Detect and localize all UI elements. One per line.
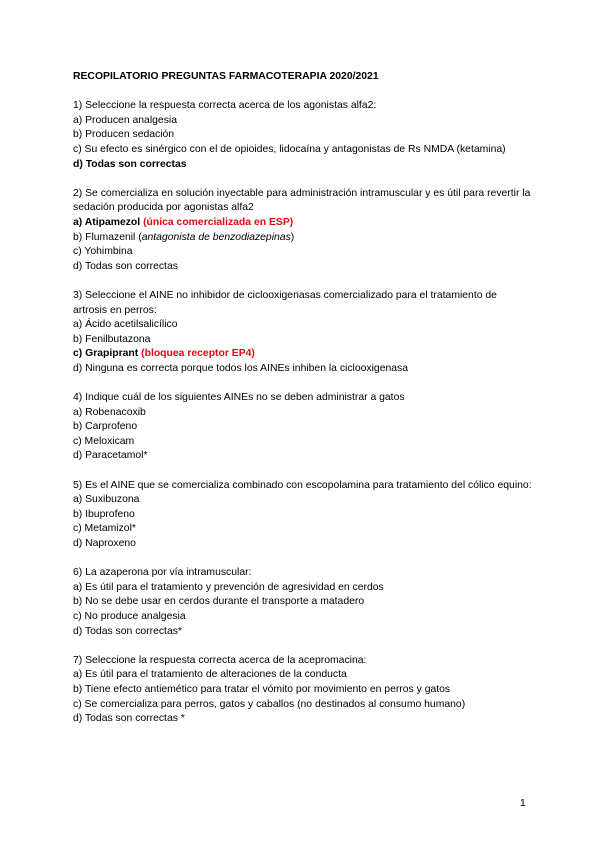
question-1-text: 1) Seleccione la respuesta correcta acerca de los agonistas alfa2: <box>73 100 377 112</box>
question-1 <box>73 99 533 172</box>
question-3-option-c-label: c) Grapiprant <box>73 348 139 360</box>
question-5-option-c: c) Metamizol* <box>73 523 136 535</box>
question-2-option-b-end: ) <box>290 231 295 243</box>
question-2 <box>73 187 533 275</box>
question-2-option-c: c) Yohimbina <box>73 246 133 258</box>
question-2-option-a-label: a) Atipamezol <box>73 216 141 228</box>
question-6-text: 6) La azaperona por vía intramuscular: <box>73 567 252 579</box>
question-4-option-d: d) Paracetamol* <box>73 450 148 462</box>
question-4-option-c: c) Meloxicam <box>73 435 135 447</box>
question-4-option-a: a) Robenacoxib <box>73 406 146 418</box>
question-3-option-b: b) Fenilbutazona <box>73 333 151 345</box>
question-6-option-d: d) Todas son correctas* <box>73 625 182 637</box>
question-3-option-c-note: (bloquea receptor EP4) <box>141 348 255 360</box>
question-7-option-b: b) Tiene efecto antiemético para tratar el vómito por movimiento en perros y gatos <box>73 683 451 695</box>
question-1-option-d-correct: d) Todas son correctas <box>73 158 187 170</box>
question-7-text: 7) Seleccione la respuesta correcta acerca de la acepromacina: <box>73 654 367 666</box>
question-3-text: 3) Seleccione el AINE no inhibidor de ciclooxigenasas comercializado para el tratamiento de artrosis en perros: <box>73 289 497 316</box>
question-6-option-b: b) No se debe usar en cerdos durante el transporte a matadero <box>73 596 365 608</box>
document-title: RECOPILATORIO PREGUNTAS FARMACOTERAPIA 2020/2021 <box>73 71 379 82</box>
question-6-option-a: a) Es útil para el tratamiento y prevención de agresividad en cerdos <box>73 581 384 593</box>
question-2-option-a-note: (única comercializada en ESP) <box>143 216 294 228</box>
question-4 <box>73 391 533 464</box>
question-1-option-c: c) Su efecto es sinérgico con el de opioides, lidocaína y antagonistas de Rs NMDA (ketamina) <box>73 143 506 155</box>
question-4-text: 4) Indique cuál de los siguientes AINEs no se deben administrar a gatos <box>73 392 405 404</box>
question-6-option-c: c) No produce analgesia <box>73 610 186 622</box>
question-7-option-a: a) Es útil para el tratamiento de alteraciones de la conducta <box>73 669 347 681</box>
question-7-option-c: c) Se comercializa para perros, gatos y caballos (no destinados al consumo humano) <box>73 698 466 710</box>
question-3-option-a: a) Ácido acetilsalicílico <box>73 319 178 331</box>
question-5-option-a: a) Suxibuzona <box>73 494 140 506</box>
question-3 <box>73 289 533 377</box>
question-4-option-b: b) Carprofeno <box>73 421 138 433</box>
question-7-option-d: d) Todas son correctas * <box>73 713 185 725</box>
question-2-option-b-label: b) Flumazenil ( <box>73 231 142 243</box>
question-2-text: 2) Se comercializa en solución inyectable para administración intramuscular y es útil para revertir la sedación producida por agonistas alfa2 <box>73 187 531 214</box>
question-2-option-a-correct <box>73 216 533 231</box>
question-6 <box>73 566 533 639</box>
question-1-option-b: b) Producen sedación <box>73 129 175 141</box>
question-2-option-b <box>73 231 533 246</box>
question-2-option-b-italic: antagonista de benzodiazepinas <box>141 231 291 243</box>
question-5-option-d: d) Naproxeno <box>73 538 136 549</box>
document-body <box>73 70 533 741</box>
page-number: 1 <box>520 798 526 809</box>
question-3-option-c-correct <box>73 347 533 362</box>
question-5 <box>73 479 533 552</box>
question-2-option-d: d) Todas son correctas <box>73 260 178 272</box>
question-5-text: 5) Es el AINE que se comercializa combinado con escopolamina para tratamiento del cólico equino: <box>73 479 532 491</box>
question-1-option-a: a) Producen analgesia <box>73 114 177 126</box>
question-3-option-d: d) Ninguna es correcta porque todos los AINEs inhiben la ciclooxigenasa <box>73 362 409 374</box>
question-7 <box>73 654 533 727</box>
question-5-option-b: b) Ibuprofeno <box>73 508 135 520</box>
